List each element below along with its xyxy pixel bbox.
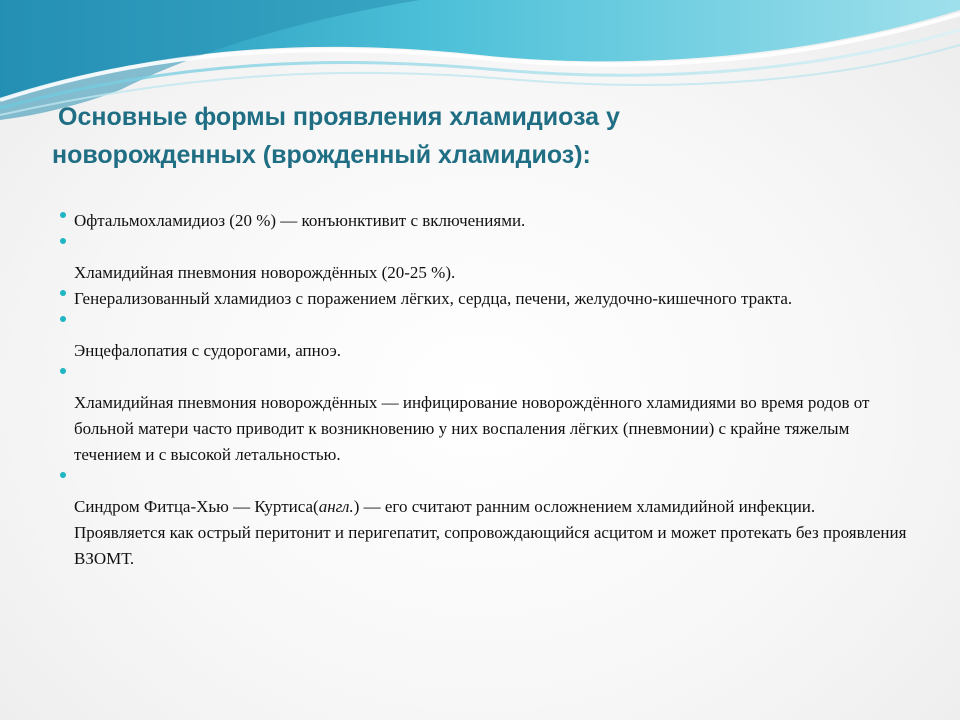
bullet-dot-icon: [60, 316, 66, 322]
bullet-list: [60, 208, 910, 572]
bullet-dot-icon: [60, 290, 66, 296]
bullet-item: [60, 286, 910, 312]
bullet-item: [60, 234, 910, 286]
bullet-item: [60, 208, 910, 234]
bullet-dot-icon: [60, 212, 66, 218]
bullet-item: [60, 312, 910, 364]
bullet-emphasis: англ.: [318, 497, 354, 516]
bullet-dot-icon: [60, 368, 66, 374]
slide-title-line2: новорожденных (врожденный хламидиоз):: [52, 141, 591, 169]
bullet-item: [60, 364, 910, 468]
slide-title-line1: Основные формы проявления хламидиоза у: [58, 103, 620, 131]
slide-title: [52, 98, 912, 174]
bullet-text: Энцефалопатия с судорогами, апноэ.: [74, 341, 342, 360]
bullet-text: Генерализованный хламидиоз с поражением лёгких, сердца, печени, желудочно-кишечного тракта.: [74, 289, 793, 308]
bullet-dot-icon: [60, 472, 66, 478]
bullet-item: [60, 468, 910, 572]
bullet-text: Синдром Фитца-Хью — Куртиса(: [74, 497, 319, 516]
bullet-dot-icon: [60, 238, 66, 244]
bullet-text: Хламидийная пневмония новорождённых — инфицирование новорождённого хламидиями во время родов от больной матери часто приводит к возникновению у них воспаления лёгких (пневмонии) с крайне тяжелым течением и с высокой летальностью.: [74, 393, 870, 464]
bullet-text: Офтальмохламидиоз (20 %) — конъюнктивит с включениями.: [74, 211, 526, 230]
bullet-text: ) — его считают ранним осложнением хламидийной инфекции. Проявляется как острый перитонит и перигепатит, сопровождающийся асцитом и может протекать без проявления ВЗОМТ.: [74, 497, 907, 568]
bullet-text: Хламидийная пневмония новорождённых (20-25 %).: [74, 263, 456, 282]
